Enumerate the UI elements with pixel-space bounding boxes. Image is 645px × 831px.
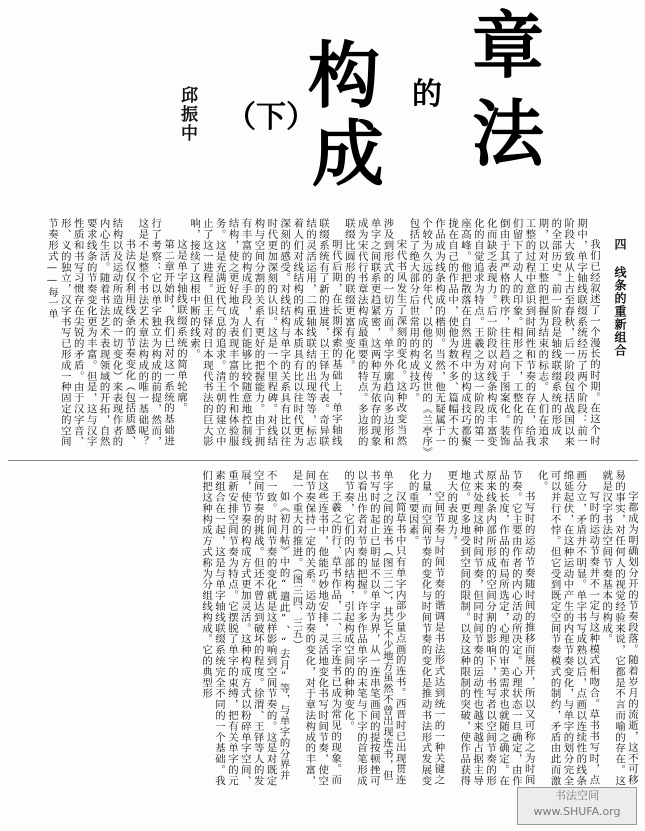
- paragraph: 写时的运动节奏并不一定与这种模式相吻合。草书书写时，点画分立，矛盾并不明显。单字书写成熟以后，点画以连续性的线条绵延起伏，在这种运动中产生的内在节奏变化，与单字的划分完全可以并行不悖。但它受到既定空间节奏模式的制约，矛盾由此而激化。: [535, 470, 600, 787]
- paragraph: 如《初月帖》中的“遣此”、“去月”等，与单字的分界并不一致。时间节奏的变化就是这样影响到空间节奏的。这是对既定空间节奏的挑战。但还不曾达到破坏的程度。徐渭、王铎等人的发展，使节奏的构成方式更加灵活。这种构成方式以粉碎单字空间、重新安排空间节奏为特点。它摆脱了单字的束缚，把有关单字的元素组合在一起，这是与单字轴线联缀系统完全不同的一个基础。我们把这种构成方式称为分组线构成。它的典型形: [200, 470, 290, 787]
- paragraph: 书法仅仅利用线条的节奏变化（包括质感、结构以及运动所造成的一切变化）来表现作者的内心生活。随着书法艺术表现领域的开拓，自然要求线条的节奏变化更为丰富。但是，这与汉字性质和书写习惯存在尖锐的矛盾。由于汉字音、形、义的独立，汉字书写已形成一种固定的空间节奏形式——每一单: [45, 218, 136, 447]
- paragraph: 宋代书风发生了深刻的变化。这种改变当然涉及到形式的一切方面。单字外廓趋向多边形和单字之间联系更趋紧密，这两种互为依存的现象成为宋代行书章法构成最重要的特点。多边形的联缀比圆形的联缀更富有变化。: [342, 218, 407, 447]
- paragraph: 第二章开始时，我们已对这一系统的基础进行了考察：它以单字独立为构成的前提，然而，这是不是整个书法艺术章法构成的唯一基础呢？: [136, 218, 175, 447]
- site-watermark: 书法空间 www.SHUFA.org: [517, 787, 637, 825]
- section-heading: 四 线条的重新组合: [613, 238, 627, 357]
- title-char-cheng: 成: [312, 112, 385, 196]
- bottom-text-block: [26, 470, 638, 788]
- top-text-block: [26, 218, 600, 454]
- paragraph: 空间节奏与时间节奏的谐调是书法形式达到统一的一种关键之力量，而空间节奏的变化与时间节奏的变化是推动书法形式发展变化的重要因素。: [406, 470, 445, 787]
- section-divider: [8, 460, 638, 461]
- title-part-marker: （下）: [226, 100, 316, 135]
- author-name: 邱振中: [177, 86, 197, 143]
- title-char-de: 的: [412, 77, 442, 112]
- title-char-zhang: 章: [472, 4, 545, 88]
- title-char-gou: 构: [308, 34, 381, 118]
- title-char-fa: 法: [472, 92, 545, 176]
- paragraph: 书写时的运动节奏随时间的推移而展开，所以又可称之为时间节奏。它主要由作者的内心活动所决定。心理状态一旦确定，由作品的长度，作品的布局所选定，心理的审美需求也就随之确定。在原来线条内部所形成的空间分割的影响下，书写者以空间节奏的形式来处理这种时间节奏，但同时间节奏的运动性也越来越占据主导地位。更多地受到空间的限制。以及这种限制的突破，使作品获得更大的表现力。: [445, 470, 535, 787]
- paragraph: 王羲之的行、草书作品，二、三字连书已成为常见的现象。而在这些连书中，他能巧妙地安排，灵活地变化书写时间节奏，使空间节奏保持一定的关系。运动节奏的变化，对于章法构成的丰富，是一个重大的推进。（图三四、三五）: [290, 470, 342, 787]
- paragraph: 汉简草书中只有单字内部少量点画的连书。西晋时已出现贯连单字之间的连书（图三二），其它不少地方虽然不曾出现连书，但书写时的起止已明显不以单字为界，从一连串笔画间的提按顿挫可以看出作者对节奏的把握。许多作品单字的末笔与下字的首笔形成的节奏，它们的内部结构，引起构成空间的种种变化。: [342, 470, 406, 787]
- paragraph: 明代后期，在长期探索的基础上，单字轴线联缀系统有了新的进展，以王铎为代表。奇异联结的灵活运用，二重轴线联结的出现等等，标志着人们对线结构的构成本质具有比以往时代更为深刻的感受。对线结构与单字的关系具有比以往时代更加深刻的认识。这是一个里程碑。对线结构与空间分割的关系有更好的把握能力。由于拥有丰富的构成手段，人们能够比较随意地控制线结构，使之更好地成为表现丰富的个性和体验服务。这是充满近代气息的追求。清王朝的建立中止了这一进程。但王铎对日本现代书法的巨大影响，接续了这根中断的线索。: [187, 218, 342, 447]
- paragraph: 我们已经叙述了一个漫长的时期。在这个时期中，单字轴线联缀系统经历了两个阶段：前一阶段大致从上古至春秋，后一阶段包括战国以来的全部历史。前一阶段是轴线联缀系统的形成期，以对工整的把握为结束的标志。人们在追求工整的过程中意识到时间性和节奏的存在，给我们留下了动人的印象。相形之下，工整化的作品倒由于其严格的秩序，往往趋向于图案化。装饰化而缺乏表现力。后一阶段以对线条构成丰富变化的自觉追求为特点。王羲之为这一阶段的第一座高峰。他把散落在自然进程中的构成技巧都聚拢在自己的作品中，使他为数不多、篇幅不大的作品成为线条构成的楷则。当然，他无疑属于一个较为久远的年代，以他的名义传世的《兰亭序》包括了绝大部分后世常用的构成技巧。: [407, 218, 600, 453]
- paragraph: 这是单字轴线联缀系统的简单轮廓。: [175, 238, 187, 414]
- paragraph: 字都成为明确划分开的节奏段落。随着岁月的流逝，这不可移易的事实，对任何人的视觉经验来说，它都是不言而喻的存在。这就是汉字书法空间节奏基本的构成。: [600, 470, 638, 787]
